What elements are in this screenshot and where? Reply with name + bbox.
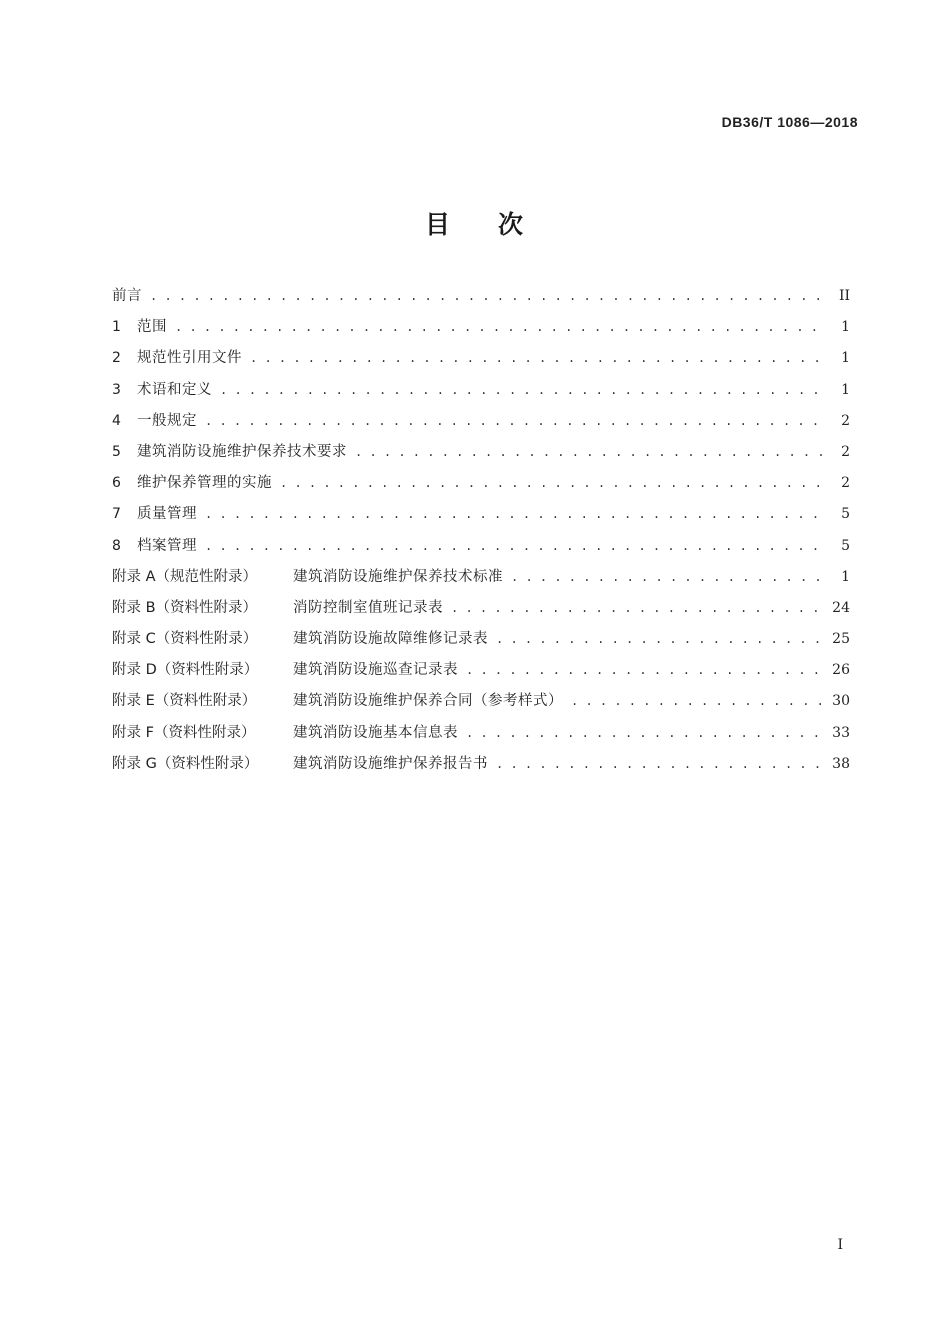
toc-entry-7[interactable] (112, 502, 850, 533)
toc-entry-5[interactable] (112, 440, 850, 471)
toc-entry-1[interactable] (112, 315, 850, 346)
toc-page-number: 1 (841, 381, 850, 398)
dot-leader (280, 476, 826, 490)
toc-entry-text: 建筑消防设施维护保养合同（参考样式） (293, 693, 563, 710)
toc-entry-3[interactable] (112, 378, 850, 409)
dot-leader (205, 507, 826, 521)
dot-leader (451, 601, 826, 615)
toc-section-number: 3 (112, 381, 121, 398)
toc-appendix-label: 附录 C（资料性附录） (112, 631, 258, 648)
toc-entry-appendix-d[interactable] (112, 658, 850, 689)
toc-entry-4[interactable] (112, 409, 850, 440)
toc-appendix-label: 附录 D（资料性附录） (112, 662, 259, 679)
toc-entry-text: 建筑消防设施巡查记录表 (293, 662, 458, 679)
toc-section-number: 2 (112, 350, 121, 367)
toc-entry-6[interactable] (112, 471, 850, 502)
toc-entry-text: 范围 (137, 319, 167, 336)
toc-entry-appendix-c[interactable] (112, 627, 850, 658)
toc-page-number: 38 (832, 755, 850, 772)
toc-page-number: 33 (832, 724, 850, 741)
toc-entry-text: 质量管理 (137, 506, 197, 523)
toc-page-number: 25 (832, 631, 850, 648)
toc-appendix-label: 附录 B（资料性附录） (112, 599, 258, 616)
page-title (0, 205, 950, 241)
toc-page-number: 1 (841, 350, 850, 367)
toc-entry-text: 消防控制室值班记录表 (293, 599, 443, 616)
toc-entry-text: 建筑消防设施维护保养技术要求 (137, 443, 347, 460)
toc-page-number: 2 (841, 412, 850, 429)
toc-entry-text: 前言 (112, 288, 142, 304)
dot-leader (511, 570, 826, 584)
dot-leader (205, 539, 826, 553)
page-number: I (837, 1237, 843, 1253)
toc-section-number: 6 (112, 475, 121, 492)
toc-entry-appendix-b[interactable] (112, 596, 850, 627)
toc-entry-text: 规范性引用文件 (137, 350, 242, 367)
toc-entry-text: 建筑消防设施基本信息表 (293, 724, 458, 741)
toc-section-number: 1 (112, 319, 121, 336)
toc-entry-8[interactable] (112, 534, 850, 565)
toc-entry-appendix-f[interactable] (112, 721, 850, 752)
toc-appendix-label: 附录 E（资料性附录） (112, 693, 257, 710)
toc-entry-text: 建筑消防设施故障维修记录表 (293, 631, 488, 648)
dot-leader (355, 445, 826, 459)
dot-leader (205, 414, 826, 428)
toc-page-number: 1 (841, 319, 850, 336)
toc-page-number: 5 (841, 506, 850, 523)
toc-page-number: 1 (841, 568, 850, 585)
toc-section-number: 8 (112, 537, 121, 554)
toc-page-number: 30 (832, 693, 850, 710)
toc-page-number: 5 (841, 537, 850, 554)
toc-entry-preface[interactable] (112, 284, 850, 315)
toc-entry-text: 术语和定义 (137, 381, 212, 398)
dot-leader (466, 726, 826, 740)
toc-entry-text: 建筑消防设施维护保养报告书 (293, 755, 488, 772)
title-char-right: 次 (498, 210, 526, 239)
toc-section-number: 7 (112, 506, 121, 523)
toc-entry-appendix-e[interactable] (112, 689, 850, 720)
toc-entry-text: 建筑消防设施维护保养技术标准 (293, 568, 503, 585)
dot-leader (571, 694, 826, 708)
toc-entry-text: 一般规定 (137, 412, 197, 429)
toc-entry-text: 维护保养管理的实施 (137, 475, 272, 492)
dot-leader (496, 757, 826, 771)
toc-entry-2[interactable] (112, 346, 850, 377)
title-char-left: 目 (424, 210, 452, 239)
dot-leader (175, 320, 826, 334)
toc-page-number: 2 (841, 443, 850, 460)
dot-leader (250, 351, 826, 365)
toc-entry-appendix-g[interactable] (112, 752, 850, 783)
toc-appendix-label: 附录 A（规范性附录） (112, 568, 258, 585)
toc-section-number: 5 (112, 443, 121, 460)
dot-leader (220, 383, 826, 397)
toc-section-number: 4 (112, 412, 121, 429)
toc-entry-text: 档案管理 (137, 537, 197, 554)
dot-leader (496, 632, 826, 646)
toc-page-number: II (838, 288, 850, 304)
toc-appendix-label: 附录 F（资料性附录） (112, 724, 256, 741)
toc-page-number: 24 (832, 599, 850, 616)
toc-page-number: 26 (832, 662, 850, 679)
toc-entry-appendix-a[interactable] (112, 565, 850, 596)
dot-leader (150, 289, 826, 303)
dot-leader (466, 663, 826, 677)
toc-appendix-label: 附录 G（资料性附录） (112, 755, 259, 772)
document-code: DB36/T 1086—2018 (721, 114, 858, 130)
table-of-contents (112, 284, 850, 783)
toc-page-number: 2 (841, 475, 850, 492)
